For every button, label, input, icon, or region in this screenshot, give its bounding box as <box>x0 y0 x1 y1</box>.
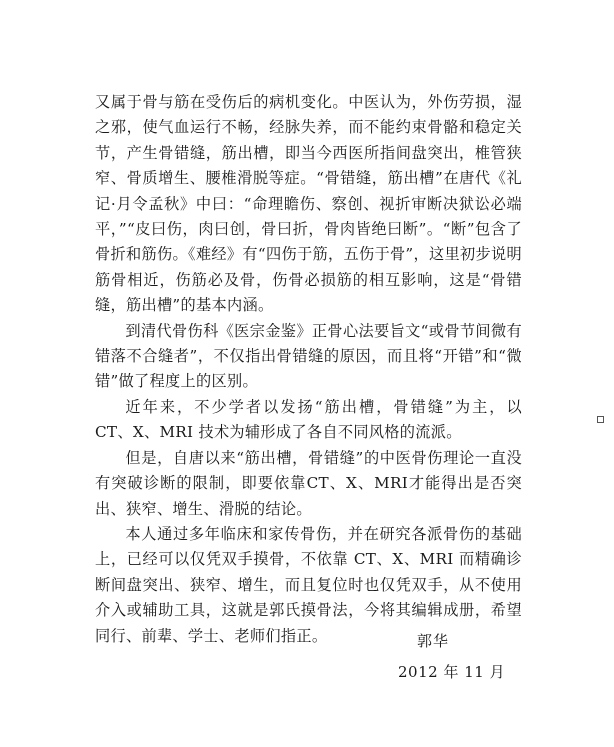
signature-name: 郭华 <box>417 632 450 650</box>
signature-date: 2012 年 11 月 <box>398 663 506 681</box>
paragraph-5: 本人通过多年临床和家传骨伤，并在研究各派骨伤的基础上，已经可以仅凭双手摸骨，不依靠 CT、X、MRI 而精确诊断间盘突出、狭窄、增生，而且复位时也仅凭双手，从不使用介入或辅助工具，这就是郭氏摸骨法，今将其编辑成册，希望同行、前辈、学士、老师们指正。 <box>95 524 522 645</box>
paragraph-2: 到清代骨伤科《医宗金鉴》正骨心法要旨文“或骨节间微有错落不合缝者”，不仅指出骨错缝的原因，而且将“开错”和“微错”做了程度上的区别。 <box>95 321 522 391</box>
paragraph-1: 又属于骨与筋在受伤后的病机变化。中医认为，外伤劳损，湿之邪，使气血运行不畅，经脉失养，而不能约束骨骼和稳定关节，产生骨错缝，筋出槽，即当今西医所指间盘突出，椎管狭窄、骨质增生、腰椎滑脱等症。“骨错缝，筋出槽”在唐代《礼记·月令孟秋》中曰：“命理瞻伤、察创、视折审断决狱讼必端平，”“皮曰伤，肉曰创，骨曰折，骨肉皆绝曰断”。“断”包含了骨折和筋伤。《难经》有“四伤于筋，五伤于骨”，这里初步说明筋骨相近，伤筋必及骨，伤骨必损筋的相互影响，这是“骨错缝，筋出槽”的基本内涵。 <box>95 93 522 315</box>
paragraph-4: 但是，自唐以来“筋出槽，骨错缝”的中医骨伤理论一直没有突破诊断的限制，即要依靠CT、X、MRI才能得出是否突出、狭窄、增生、滑脱的结论。 <box>95 448 522 518</box>
body-text <box>95 90 522 649</box>
margin-marker <box>597 416 604 423</box>
paragraph-3: 近年来，不少学者以发扬“筋出槽，骨错缝”为主，以 CT、X、MRI 技术为辅形成了各自不同风格的流派。 <box>95 397 522 442</box>
